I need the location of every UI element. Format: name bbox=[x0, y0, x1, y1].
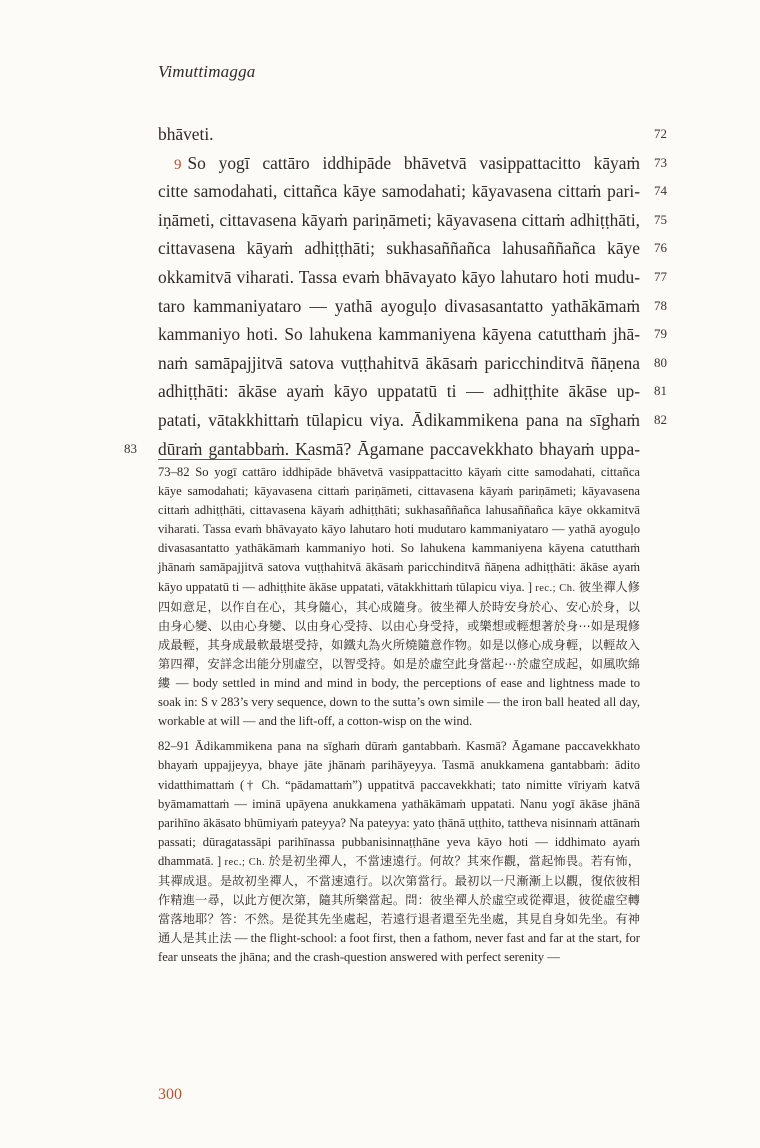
main-text bbox=[0, 120, 760, 463]
line-text: naṁ samāpajjitvā satova vuṭṭhahitvā ākāsaṁ paricchinditvā ñāṇena bbox=[158, 352, 640, 373]
line-text: 9 So yogī cattāro iddhipāde bhāvetvā vasippattacitto kāyaṁ bbox=[174, 152, 640, 173]
text-line bbox=[0, 320, 760, 349]
line-text: citte samodahati, cittañca kāye samodahati; kāyavasena cittaṁ pari- bbox=[158, 181, 640, 202]
line-text: kammaniyo hoti. So lahukena kammaniyena kāyena catutthaṁ jhā- bbox=[158, 324, 640, 345]
page-number: 300 bbox=[158, 1086, 182, 1103]
line-text: taro kammaniyataro — yathā ayoguḷo divasasantatto yathākāmaṁ bbox=[158, 295, 640, 316]
note-gloss: — body settled in mind and mind in body, the perceptions of ease and lightness made to soak in: S v 283’s very sequence, down to the sutta’s own simile — the iron ball heated all day, workable at will — and the lift-off, a cotton-wisp on the wind. bbox=[158, 676, 640, 729]
text-line bbox=[0, 206, 760, 235]
note-chinese: 於是初坐禪人，不當速遠行。何故？其來作觀，當起怖畏。若有怖，其禪成退。是故初坐禪人，不當速遠行。以次第當行。最初以一尺漸漸上以觀，復依彼相作精進一尋，以此方便次第，隨其所樂當起。問：彼坐禪人於虛空或從禪退，彼從虛空轉當落地耶？答：不然。是從其先坐處起，若遠行退者還至先坐處，其見自身如先坐。有神通人是其止法 bbox=[158, 853, 640, 946]
note-pali: So yogī cattāro iddhipāde bhāvetvā vasippattacitto kāyaṁ citte samodahati, cittañca kāye samodahati; kāyavasena cittaṁ pariṇāmeti, cittavasena kāyaṁ pariṇāmeti; kāyavasena cittaṁ adhiṭṭhāti, cittavasena kāyaṁ adhiṭṭhāti; sukhasaññañca lahusaññañca kāye okkamitvā viharati. Tassa evaṁ bhāvayato kāyo lahutaro hoti mudutaro kammaniyataro — yathā ayoguḷo divasasantatto yathākāmaṁ kammaniyo hoti. So lahukena kammaniyena kāyena catutthaṁ jhānaṁ samāpajjitvā satova vuṭṭhahitvā ākāsaṁ paricchinditvā ñāṇena adhiṭṭhāti: ākāse ayaṁ kāyo uppatatū ti — adhiṭṭhite ākāse uppatati, vātakkhittaṁ tūlapicu viya. ] bbox=[158, 465, 640, 594]
line-number: 82 bbox=[654, 411, 667, 427]
note-ref: 73–82 bbox=[158, 465, 190, 479]
text-line bbox=[0, 349, 760, 378]
line-text: bhāveti. bbox=[158, 124, 214, 144]
line-number: 81 bbox=[654, 383, 667, 399]
note-gloss: — the flight-school: a foot first, then a fathom, never fast and far at the start, for fear unseats the jhāna; and the crash-question answered with perfect serenity — bbox=[158, 931, 640, 965]
running-head: Vimuttimagga bbox=[158, 62, 256, 81]
line-number: 75 bbox=[654, 211, 667, 227]
note-73-82 bbox=[158, 463, 640, 731]
note-82-91 bbox=[158, 737, 640, 967]
line-text: okkamitvā viharati. Tassa evaṁ bhāvayato kāyo lahutaro hoti mudu- bbox=[158, 266, 640, 287]
line-number-left: 83 bbox=[124, 440, 137, 456]
note-rec: rec.; Ch. bbox=[535, 582, 576, 594]
line-number: 77 bbox=[654, 268, 667, 284]
apparatus-notes bbox=[158, 463, 640, 973]
text-line bbox=[0, 435, 760, 464]
text-line bbox=[0, 263, 760, 292]
line-number: 73 bbox=[654, 154, 667, 170]
line-number: 74 bbox=[654, 183, 667, 199]
line-number: 78 bbox=[654, 297, 667, 313]
text-line bbox=[0, 149, 760, 178]
note-rec: rec.; Ch. bbox=[224, 856, 266, 868]
line-number: 79 bbox=[654, 326, 667, 342]
line-number: 72 bbox=[654, 126, 667, 141]
note-ref: 82–91 bbox=[158, 739, 190, 754]
footnote-rule bbox=[158, 459, 310, 460]
text-line bbox=[0, 292, 760, 321]
section-number: 9 bbox=[174, 156, 182, 173]
text-line bbox=[0, 177, 760, 206]
text-line bbox=[0, 377, 760, 406]
line-number: 76 bbox=[654, 240, 667, 256]
line-text: dūraṁ gantabbaṁ. Kasmā? Āgamane paccavekkhato bhayaṁ uppa- bbox=[158, 438, 640, 459]
text-line bbox=[0, 406, 760, 435]
line-text: cittavasena kāyaṁ adhiṭṭhāti; sukhasaññañca lahusaññañca kāye bbox=[158, 238, 640, 259]
line-number: 80 bbox=[654, 354, 667, 370]
note-chinese: 彼坐禪人修四如意足，以作自在心，其身隨心，其心成隨身。彼坐禪人於時安身於心、安心於身，以由身心變、以由心身變、以由身心受持、以由心身受持，或樂想或輕想著於身⋯如是現修成最輕，其身成最軟最堪受持，如鐵丸為火所燒隨意作物。如是以修心成身輕，以輕故入第四禪，安詳念出能分別虛空，以智受持。如是於虛空此身當起⋯於虛空成起，如風吹綿縷 bbox=[158, 579, 640, 691]
line-text: iṇāmeti, cittavasena kāyaṁ pariṇāmeti; kāyavasena cittaṁ adhiṭṭhāti, bbox=[158, 209, 640, 230]
text-line bbox=[0, 120, 760, 149]
text-line bbox=[0, 234, 760, 263]
line-text: patati, vātakkhittaṁ tūlapicu viya. Ādikammikena pana na sīghaṁ bbox=[158, 409, 640, 430]
line-text: adhiṭṭhāti: ākāse ayaṁ kāyo uppatatū ti — adhiṭṭhite ākāse up- bbox=[158, 381, 640, 402]
note-pali: Ādikammikena pana na sīghaṁ dūraṁ gantabbaṁ. Kasmā? Āgamane paccavekkhato bhayaṁ uppajjeyya, bhaye jāte jhānaṁ parihāyeyya. Tasmā anukkamena gantabbaṁ: ādito vidatthimattaṁ († Ch. “pādamattaṁ”) uppatitvā paccavekkhati; tato nimitte vīriyaṁ katvā byāmamattaṁ — iminā upāyena anukkamena yathākāmaṁ uppatati. Nanu yogī ākāse jhānā parihīno ākāsato bhūmiyaṁ pateyya? Na pateyya: yato ṭhānā uṭṭhito, tattheva nisinnaṁ attānaṁ passati; dūragatassāpi parihīnassa pubbanisinnaṭṭhāne yeva kāyo hoti — iddhimato ayaṁ dhammatā. ] bbox=[158, 739, 640, 868]
